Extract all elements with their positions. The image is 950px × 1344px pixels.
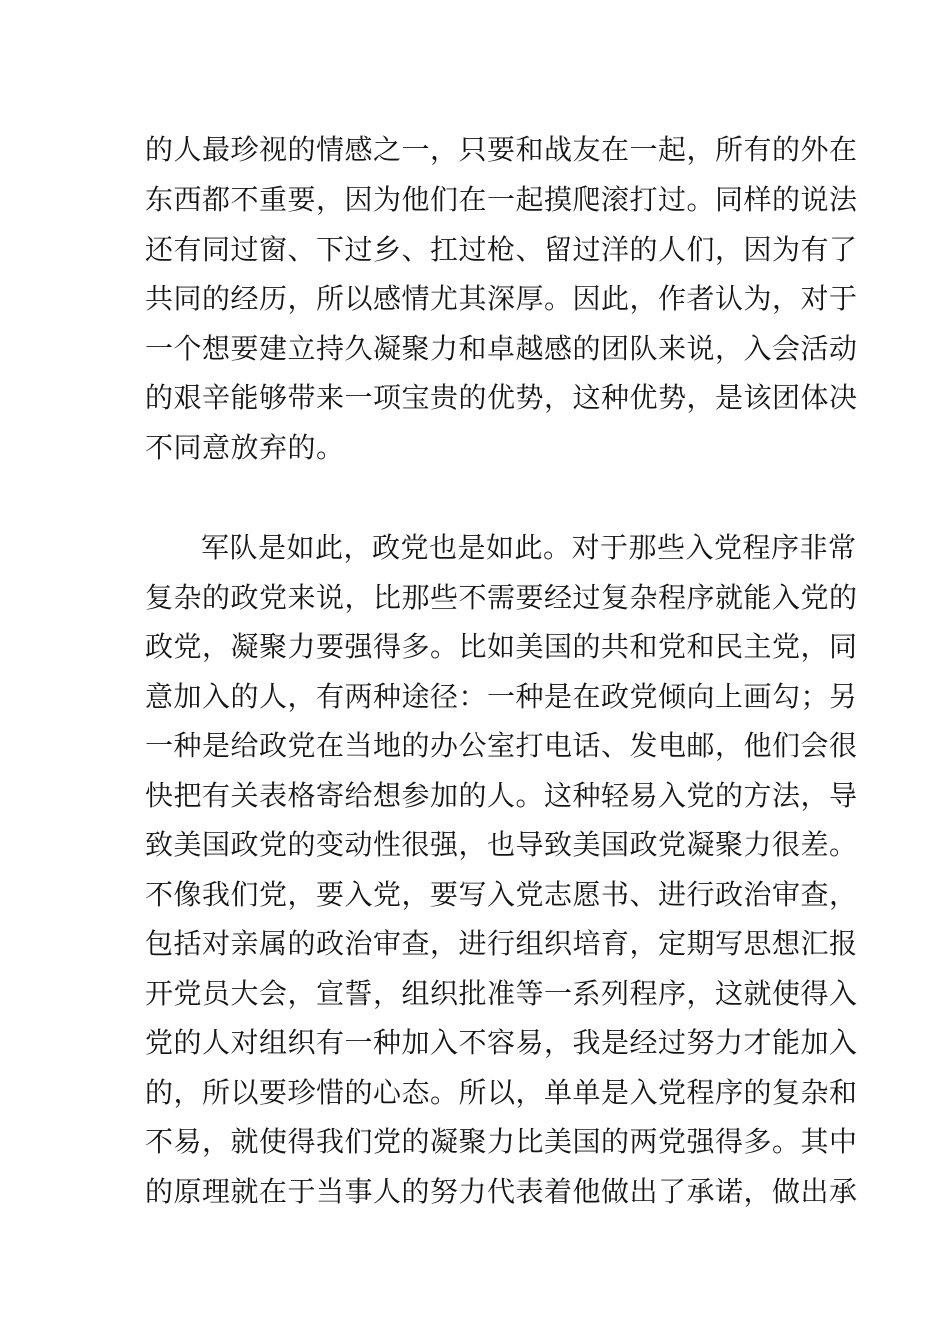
- paragraph-2-line: 意加入的人，有两种途径：一种是在政党倾向上画勾；另: [145, 680, 858, 713]
- paragraph-2-line: 一种是给政党在当地的办公室打电话、发电邮，他们会很: [145, 729, 858, 762]
- paragraph-1-line: 的艰辛能够带来一项宝贵的优势，这种优势，是该团体决: [145, 381, 858, 414]
- paragraph-2-line: 不易，就使得我们党的凝聚力比美国的两党强得多。其中: [145, 1125, 858, 1158]
- paragraph-2-line: 不像我们党，要入党，要写入党志愿书、进行政治审查，: [145, 878, 858, 911]
- paragraph-2-line: 军队是如此，政党也是如此。对于那些入党程序非常: [201, 531, 857, 564]
- paragraph-2-line: 开党员大会，宣誓，组织批准等一系列程序，这就使得入: [145, 977, 858, 1010]
- paragraph-2-line: 包括对亲属的政治审查，进行组织培育，定期写思想汇报: [145, 927, 858, 960]
- paragraph-2-line: 的，所以要珍惜的心态。所以，单单是入党程序的复杂和: [145, 1076, 858, 1109]
- paragraph-1-line: 不同意放弃的。: [145, 431, 345, 464]
- paragraph-1-line: 共同的经历，所以感情尤其深厚。因此，作者认为，对于: [145, 282, 858, 315]
- paragraph-2-line: 的原理就在于当事人的努力代表着他做出了承诺，做出承: [145, 1175, 858, 1208]
- paragraph-1-line: 的人最珍视的情感之一，只要和战友在一起，所有的外在: [145, 133, 858, 166]
- paragraph-2-line: 快把有关表格寄给想参加的人。这种轻易入党的方法，导: [145, 779, 858, 812]
- paragraph-2-line: 党的人对组织有一种加入不容易，我是经过努力才能加入: [145, 1026, 858, 1059]
- paragraph-1-line: 东西都不重要，因为他们在一起摸爬滚打过。同样的说法: [145, 183, 858, 216]
- paragraph-1-line: 还有同过窗、下过乡、扛过枪、留过洋的人们，因为有了: [145, 233, 858, 266]
- paragraph-1-line: 一个想要建立持久凝聚力和卓越感的团队来说，入会活动: [145, 332, 858, 365]
- paragraph-2-line: 致美国政党的变动性很强，也导致美国政党凝聚力很差。: [145, 828, 858, 861]
- paragraph-2-line: 政党，凝聚力要强得多。比如美国的共和党和民主党，同: [145, 630, 858, 663]
- paragraph-2-line: 复杂的政党来说，比那些不需要经过复杂程序就能入党的: [145, 581, 858, 614]
